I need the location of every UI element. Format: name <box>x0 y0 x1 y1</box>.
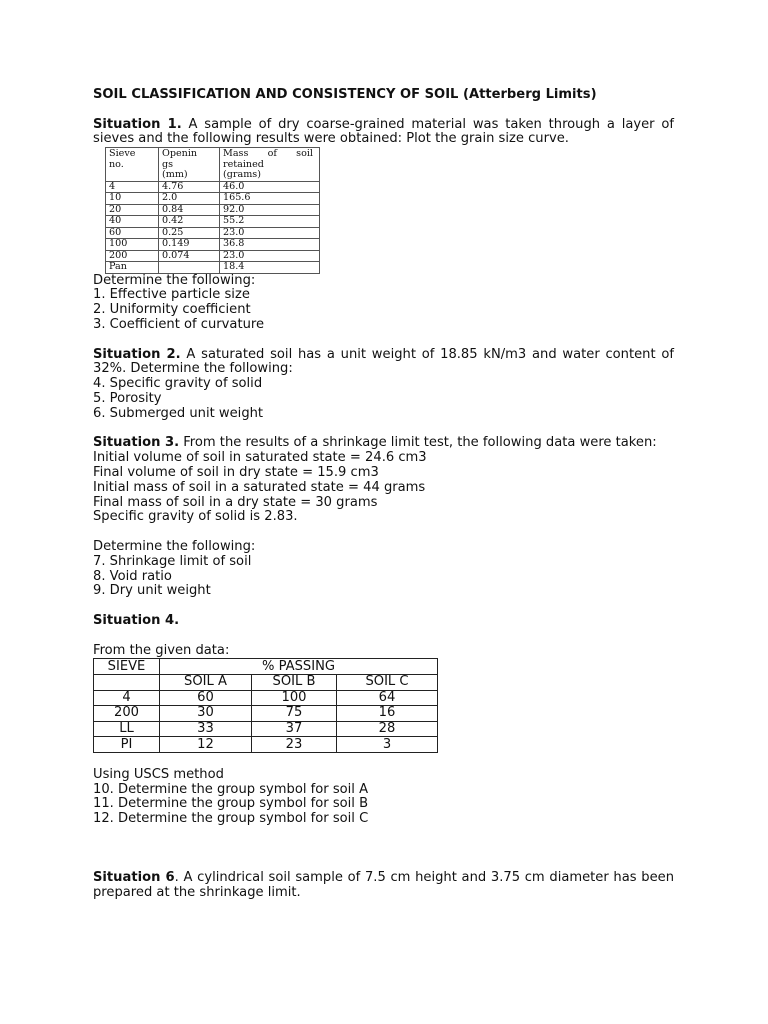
question-item: 11. Determine the group symbol for soil B <box>93 796 369 812</box>
situation-1-label: Situation 1. <box>93 116 182 132</box>
table-row: PI 12 23 3 <box>94 737 438 753</box>
situation-2-text: A saturated soil has a unit weight of 18.85 kN/m3 and water content of 32%. Determine the following: <box>93 346 674 377</box>
table-subheader-row <box>94 675 438 691</box>
situation-6-paragraph <box>93 871 674 901</box>
table-row: 60 0.25 23.0 <box>106 227 320 239</box>
situation-1-determine: Determine the following: <box>93 272 256 288</box>
table-row: 40 0.42 55.2 <box>106 216 320 228</box>
question-item: 2. Uniformity coefficient <box>93 302 251 318</box>
document-page <box>93 88 674 901</box>
question-item: 3. Coefficient of curvature <box>93 317 265 333</box>
table-row: 200 0.074 23.0 <box>106 250 320 262</box>
situation-3-text: From the results of a shrinkage limit test, the following data were taken: <box>179 435 657 451</box>
situation-3-determine: Determine the following: <box>93 539 256 555</box>
table-row: 100 0.149 36.8 <box>106 239 320 251</box>
situation-1-text: A sample of dry coarse-grained material was taken through a layer of sieves and the following results were obtained: Plot the grain size curve. <box>93 116 674 147</box>
mass-retained-header: Mass of soil retained (grams) <box>220 148 320 182</box>
table-row: 20 0.84 92.0 <box>106 204 320 216</box>
situation-2-paragraph <box>93 348 674 378</box>
table-row: Pan 18.4 <box>106 262 320 274</box>
given-data-line: Final volume of soil in dry state = 15.9 cm3 <box>93 465 379 481</box>
document-title: SOIL CLASSIFICATION AND CONSISTENCY OF SOIL (Atterberg Limits) <box>93 87 597 102</box>
question-item: 10. Determine the group symbol for soil A <box>93 781 369 797</box>
question-item: 8. Void ratio <box>93 568 172 584</box>
table-row: 4 60 100 64 <box>94 690 438 706</box>
sieve-results-table <box>105 147 320 274</box>
table-row: 10 2.0 165.6 <box>106 193 320 205</box>
uscs-method-line: Using USCS method <box>93 766 224 782</box>
question-item: 1. Effective particle size <box>93 287 250 303</box>
question-item: 9. Dry unit weight <box>93 583 211 599</box>
situation-6-text: . A cylindrical soil sample of 7.5 cm height and 3.75 cm diameter has been prepared at the shrinkage limit. <box>93 870 674 901</box>
soil-a-header: SOIL A <box>160 675 252 691</box>
given-data-line: Specific gravity of solid is 2.83. <box>93 509 298 525</box>
given-data-line: Initial mass of soil in a saturated state = 44 grams <box>93 479 426 495</box>
sieve-table-header <box>106 148 320 182</box>
situation-4-intro: From the given data: <box>93 642 230 658</box>
given-data-line: Initial volume of soil in saturated state = 24.6 cm3 <box>93 450 427 466</box>
table-row: LL 33 37 28 <box>94 721 438 737</box>
table-header-row <box>94 659 438 675</box>
question-item: 5. Porosity <box>93 391 162 407</box>
question-item: 12. Determine the group symbol for soil C <box>93 811 369 827</box>
situation-3-label: Situation 3. <box>93 435 180 451</box>
sieve-column-header: SIEVE <box>94 659 160 675</box>
sieve-no-header: Sieve no. <box>106 148 159 182</box>
question-item: 4. Specific gravity of solid <box>93 376 263 392</box>
situation-3-paragraph <box>93 436 674 451</box>
soil-b-header: SOIL B <box>252 675 337 691</box>
table-row: 200 30 75 16 <box>94 706 438 722</box>
situation-4-label: Situation 4. <box>93 613 180 629</box>
situation-6-label: Situation 6 <box>93 870 175 886</box>
given-data-line: Final mass of soil in a dry state = 30 grams <box>93 494 378 510</box>
openings-header: Openin gs (mm) <box>159 148 220 182</box>
question-item: 7. Shrinkage limit of soil <box>93 553 252 569</box>
percent-passing-table <box>93 658 438 753</box>
situation-2-label: Situation 2. <box>93 346 181 362</box>
question-item: 6. Submerged unit weight <box>93 405 264 421</box>
table-row: 4 4.76 46.0 <box>106 181 320 193</box>
soil-c-header: SOIL C <box>337 675 438 691</box>
situation-1-paragraph <box>93 118 674 148</box>
percent-passing-header: % PASSING <box>160 659 438 675</box>
